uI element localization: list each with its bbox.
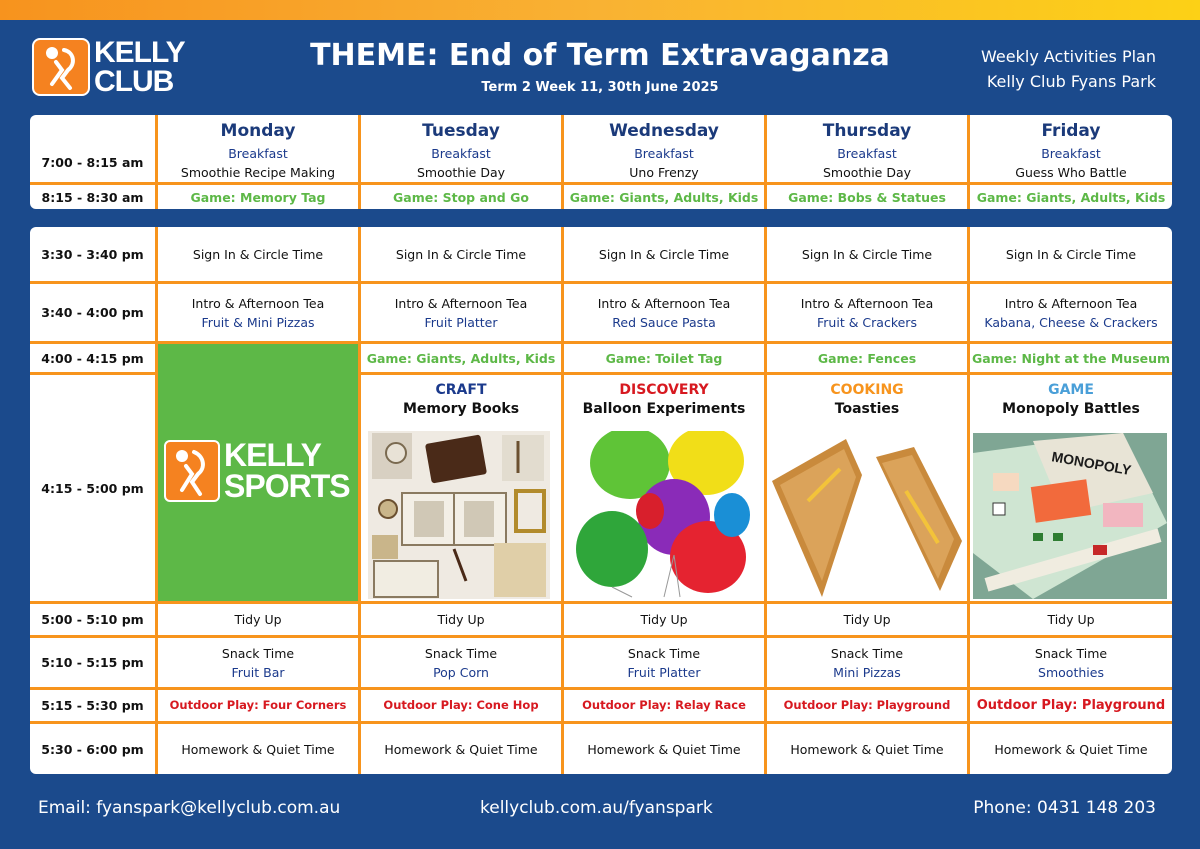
- time-slot: 4:15 - 5:00 pm: [41, 480, 144, 496]
- breakfast-cell: [767, 143, 967, 182]
- breakfast-label: Breakfast: [228, 145, 288, 161]
- intro-label: Intro & Afternoon Tea: [1004, 295, 1138, 311]
- balloons-image: [572, 431, 756, 599]
- homework-cell: Homework & Quiet Time: [790, 741, 944, 757]
- afternoon-tea-cell: [564, 284, 764, 341]
- breakfast-activity: Smoothie Day: [416, 164, 506, 180]
- sign-in-cell: Sign In & Circle Time: [192, 246, 324, 262]
- sign-in-cell: Sign In & Circle Time: [395, 246, 527, 262]
- day-header-thursday: Thursday: [822, 120, 912, 141]
- snack-cell: [767, 638, 967, 687]
- tidy-up-cell: Tidy Up: [234, 612, 282, 627]
- afternoon-tea-cell: [361, 284, 561, 341]
- time-slot: 4:00 - 4:15 pm: [41, 350, 144, 366]
- kelly-sports-banner: [158, 344, 358, 601]
- header-info: [981, 44, 1156, 94]
- sports-logo-text: [224, 437, 350, 504]
- activity-category: DISCOVERY: [619, 382, 709, 398]
- intro-label: Intro & Afternoon Tea: [191, 295, 325, 311]
- time-slot: 8:15 - 8:30 am: [41, 189, 144, 205]
- footer-website[interactable]: kellyclub.com.au/fyanspark: [480, 798, 713, 818]
- morning-game: Game: Memory Tag: [190, 189, 326, 205]
- logo-text-line-1: KELLY: [94, 36, 185, 69]
- morning-schedule: [30, 115, 1172, 209]
- breakfast-cell: [158, 143, 358, 182]
- breakfast-cell: [361, 143, 561, 182]
- day-header-monday: Monday: [220, 120, 296, 141]
- morning-game: Game: Giants, Adults, Kids: [976, 189, 1166, 205]
- activity-title: [361, 377, 561, 423]
- afternoon-game: Game: Giants, Adults, Kids: [366, 350, 556, 366]
- breakfast-label: Breakfast: [431, 145, 491, 161]
- afternoon-tea-food: Kabana, Cheese & Crackers: [984, 314, 1158, 330]
- tidy-up-cell: Tidy Up: [843, 612, 891, 627]
- club-name: Kelly Club Fyans Park: [986, 72, 1156, 91]
- sign-in-cell: Sign In & Circle Time: [598, 246, 730, 262]
- snack-cell: [564, 638, 764, 687]
- afternoon-game: Game: Toilet Tag: [605, 350, 723, 366]
- activity-name: Memory Books: [402, 401, 520, 417]
- snack-label: Snack Time: [830, 645, 904, 661]
- day-header-wednesday: Wednesday: [609, 120, 719, 141]
- time-slot: 5:10 - 5:15 pm: [41, 655, 144, 670]
- afternoon-tea-food: Fruit & Crackers: [817, 314, 917, 330]
- snack-label: Snack Time: [1034, 645, 1108, 661]
- afternoon-tea-cell: [767, 284, 967, 341]
- time-slot: 5:30 - 6:00 pm: [41, 741, 144, 757]
- afternoon-tea-food: Red Sauce Pasta: [612, 314, 716, 330]
- snack-cell: [970, 638, 1172, 687]
- activity-name: Monopoly Battles: [1002, 401, 1140, 417]
- time-slot: 7:00 - 8:15 am: [41, 155, 144, 170]
- monopoly-logo-text: MONOPOLY: [1050, 448, 1133, 479]
- afternoon-game: Game: Night at the Museum: [971, 350, 1171, 366]
- intro-label: Intro & Afternoon Tea: [597, 295, 731, 311]
- activity-name: Toasties: [834, 401, 900, 417]
- breakfast-label: Breakfast: [1041, 145, 1101, 161]
- tidy-up-cell: Tidy Up: [1047, 612, 1095, 627]
- breakfast-activity: Guess Who Battle: [1015, 164, 1127, 180]
- plan-label: Weekly Activities Plan: [981, 47, 1156, 66]
- snack-food: Smoothies: [1038, 664, 1104, 680]
- snack-label: Snack Time: [424, 645, 498, 661]
- afternoon-tea-food: Fruit Platter: [424, 314, 498, 330]
- time-slot: 5:15 - 5:30 pm: [41, 698, 144, 713]
- activity-name: Balloon Experiments: [582, 401, 746, 417]
- time-slot: 5:00 - 5:10 pm: [41, 612, 144, 627]
- toasties-image: [770, 431, 966, 599]
- tidy-up-cell: Tidy Up: [640, 612, 688, 627]
- outdoor-play: Outdoor Play: Relay Race: [582, 698, 746, 712]
- day-header-friday: Friday: [1041, 120, 1101, 141]
- snack-food: Fruit Platter: [627, 664, 701, 680]
- logo-figure-icon: [32, 38, 90, 96]
- time-slot: 3:40 - 4:00 pm: [41, 305, 144, 320]
- breakfast-label: Breakfast: [837, 145, 897, 161]
- logo-text-line-2: CLUB: [94, 65, 174, 98]
- snack-label: Snack Time: [627, 645, 701, 661]
- sports-figure-icon: [164, 440, 220, 502]
- homework-cell: Homework & Quiet Time: [384, 741, 538, 757]
- activity-category: CRAFT: [435, 382, 487, 398]
- afternoon-game: Game: Fences: [817, 350, 917, 366]
- afternoon-schedule: [30, 227, 1172, 774]
- breakfast-activity: Smoothie Recipe Making: [180, 164, 336, 180]
- sign-in-cell: Sign In & Circle Time: [801, 246, 933, 262]
- memory-books-image: [368, 431, 550, 599]
- snack-food: Pop Corn: [433, 664, 489, 680]
- breakfast-cell: [564, 143, 764, 182]
- activity-title: [767, 377, 967, 423]
- intro-label: Intro & Afternoon Tea: [394, 295, 528, 311]
- top-accent-bar: [0, 0, 1200, 20]
- afternoon-tea-cell: [970, 284, 1172, 341]
- breakfast-activity: Uno Frenzy: [629, 164, 699, 180]
- activity-category: GAME: [1048, 382, 1094, 398]
- time-slot: 3:30 - 3:40 pm: [41, 246, 144, 262]
- outdoor-play: Outdoor Play: Cone Hop: [383, 698, 539, 712]
- breakfast-activity: Smoothie Day: [822, 164, 912, 180]
- page-subtitle: Term 2 Week 11, 30th June 2025: [481, 80, 719, 95]
- kelly-club-logo: [32, 38, 192, 98]
- outdoor-play: Outdoor Play: Playground: [783, 698, 951, 712]
- sports-logo-line-1: KELLY: [224, 437, 321, 473]
- logo-text: [94, 38, 185, 96]
- morning-game: Game: Giants, Adults, Kids: [569, 189, 759, 205]
- homework-cell: Homework & Quiet Time: [587, 741, 741, 757]
- snack-food: Fruit Bar: [231, 664, 285, 680]
- snack-cell: [158, 638, 358, 687]
- morning-game: Game: Bobs & Statues: [788, 189, 946, 205]
- breakfast-cell: [970, 143, 1172, 182]
- activity-title: [564, 377, 764, 423]
- snack-food: Mini Pizzas: [833, 664, 901, 680]
- homework-cell: Homework & Quiet Time: [181, 741, 335, 757]
- sports-logo-line-2: SPORTS: [224, 468, 350, 504]
- tidy-up-cell: Tidy Up: [437, 612, 485, 627]
- snack-label: Snack Time: [221, 645, 295, 661]
- snack-cell: [361, 638, 561, 687]
- homework-cell: Homework & Quiet Time: [994, 741, 1148, 757]
- footer-phone[interactable]: Phone: 0431 148 203: [973, 798, 1156, 818]
- footer-email[interactable]: Email: fyanspark@kellyclub.com.au: [38, 798, 341, 818]
- monopoly-image: [973, 433, 1167, 599]
- page-title: THEME: End of Term Extravaganza: [310, 38, 890, 73]
- activity-category: COOKING: [830, 382, 904, 398]
- afternoon-tea-cell: [158, 284, 358, 341]
- intro-label: Intro & Afternoon Tea: [800, 295, 934, 311]
- activity-title: [970, 377, 1172, 423]
- outdoor-play: Outdoor Play: Playground: [976, 698, 1166, 713]
- sign-in-cell: Sign In & Circle Time: [1005, 246, 1137, 262]
- day-header-tuesday: Tuesday: [422, 120, 500, 141]
- breakfast-label: Breakfast: [634, 145, 694, 161]
- afternoon-tea-food: Fruit & Mini Pizzas: [201, 314, 315, 330]
- outdoor-play: Outdoor Play: Four Corners: [169, 698, 347, 712]
- morning-game: Game: Stop and Go: [393, 189, 529, 205]
